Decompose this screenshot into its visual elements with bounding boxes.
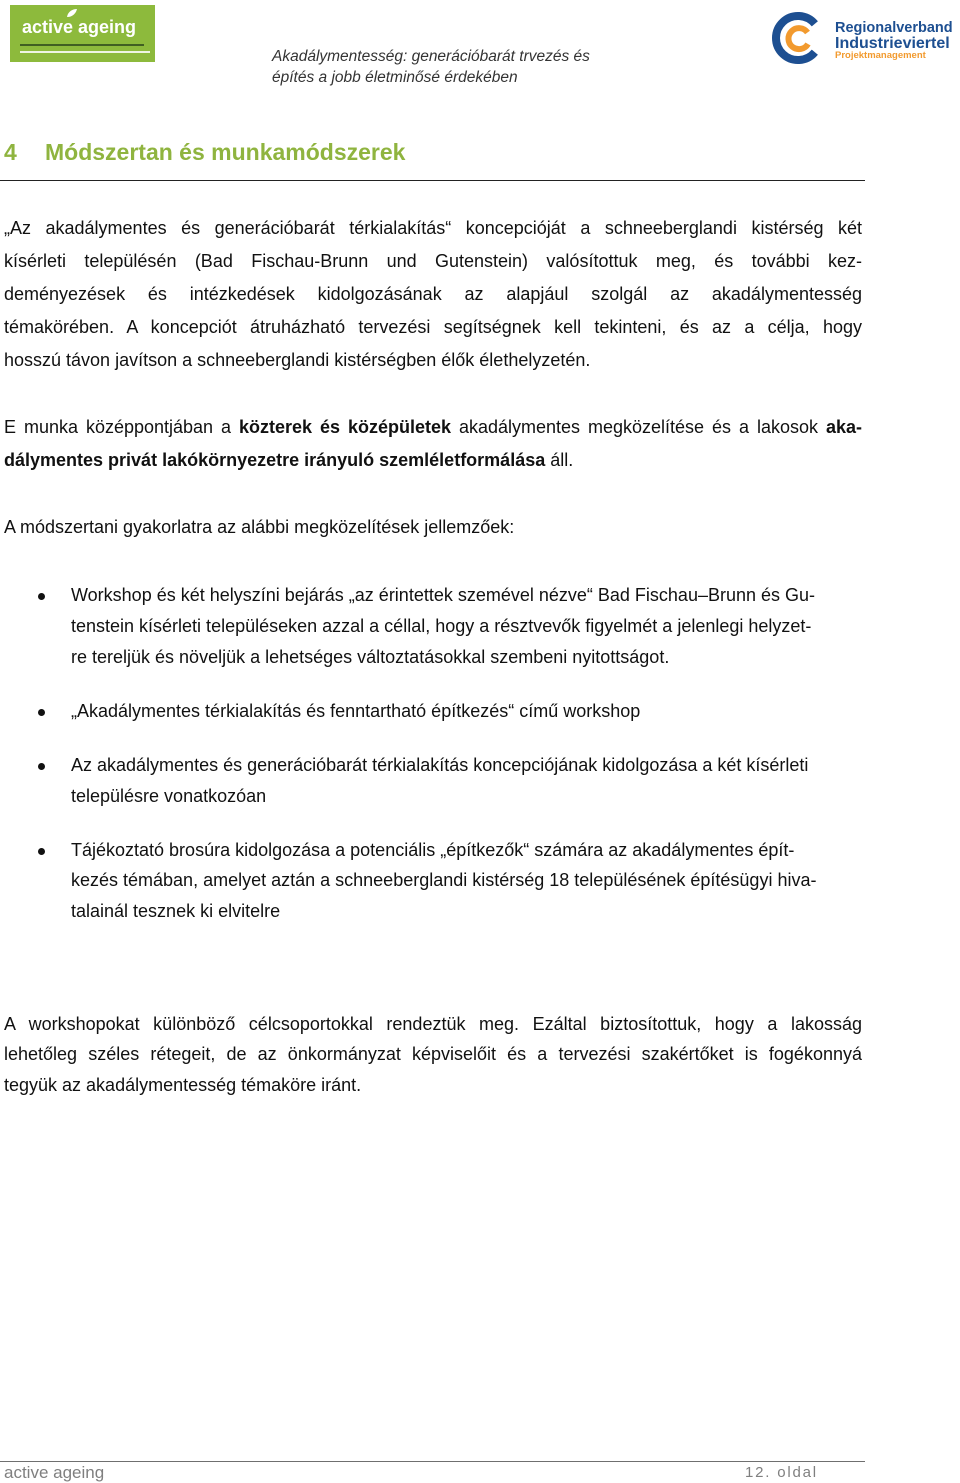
paragraph-line: „Az akadálymentes és generációbarát térkialakítás“ koncepcióját a schneeberglandi kistérség két bbox=[4, 217, 862, 238]
logo-right-line-3: Projektmanagement bbox=[835, 49, 926, 61]
paragraph-line: témakörében. A koncepciót átruházható tervezési segítségnek kell tekinteni, és az a célja, hogy bbox=[4, 316, 862, 337]
bold-text-run: aka- bbox=[825, 416, 862, 437]
list-item-line: tenstein kísérleti településeken azzal a céllal, hogy a résztvevők figyelmét a jelenlegi helyzet- bbox=[71, 615, 812, 636]
paragraph-line: tegyük az akadálymentesség témaköre iránt. bbox=[4, 1074, 362, 1095]
list-item-line: településre vonatkozóan bbox=[71, 785, 267, 806]
closing-paragraph bbox=[4, 1009, 862, 1101]
paragraph-line: A workshopokat különböző célcsoportokkal rendeztük meg. Ezáltal biztosítottuk, hogy a lakosság bbox=[4, 1013, 862, 1034]
running-header-title bbox=[272, 46, 590, 88]
text-run: akadálymentes megközelítése és a lakosok bbox=[451, 416, 826, 437]
list-item-line: talainál tesznek ki elvitelre bbox=[71, 900, 281, 921]
text-run: E munka középpontjában a bbox=[4, 416, 239, 437]
running-header-line: építés a jobb életminősé érdekében bbox=[272, 68, 518, 86]
logo-right-line-2: Industrieviertel bbox=[835, 35, 950, 52]
bullet-icon bbox=[38, 593, 45, 600]
logo-left-wordmark: active ageing bbox=[22, 17, 137, 37]
list-item-line: re tereljük és növeljük a lehetséges változtatásokkal szembeni nyitottságot. bbox=[71, 646, 670, 667]
logo-tagline-graphic bbox=[20, 44, 144, 46]
regionalverband-logo-icon bbox=[770, 8, 826, 66]
list-item-line: kezés témában, amelyet aztán a schneeberglandi kistérség 18 településének építésügyi hiva- bbox=[71, 870, 817, 890]
bullet-icon bbox=[38, 848, 45, 855]
intro-paragraph bbox=[4, 212, 862, 377]
logo-right-line-1: Regionalverband bbox=[835, 20, 953, 36]
paragraph-line: deményezések és intézkedések kidolgozásának az alapjául szolgál az akadálymentesség bbox=[4, 283, 862, 304]
list-item bbox=[71, 835, 856, 927]
text-run: áll. bbox=[545, 449, 574, 470]
active-ageing-logo bbox=[10, 5, 155, 62]
footer-project-name: active ageing bbox=[4, 1463, 105, 1482]
paragraph-line: hosszú távon javítson a schneeberglandi kistérségben élők élethelyzetén. bbox=[4, 349, 591, 370]
list-item-line: Az akadálymentes és generációbarát térkialakítás koncepciójának kidolgozása a két kísérleti bbox=[71, 754, 809, 775]
bullet-icon bbox=[38, 709, 45, 716]
list-item bbox=[71, 580, 856, 673]
section-title: Módszertan és munkamódszerek bbox=[45, 139, 406, 165]
bold-text-run: dálymentes privát lakókörnyezetre irányuló szemléletformálása bbox=[4, 449, 546, 470]
paragraph-line bbox=[4, 444, 862, 477]
list-item-line: „Akadálymentes térkialakítás és fenntartható építkezés“ című workshop bbox=[71, 700, 641, 721]
focus-paragraph bbox=[4, 411, 862, 477]
paragraph-line: kísérleti településén (Bad Fischau-Brunn und Gutenstein) valósítottuk meg, és további kez- bbox=[4, 250, 862, 271]
list-item bbox=[71, 750, 856, 812]
footer-divider bbox=[0, 1461, 865, 1462]
bold-text-run: közterek és középületek bbox=[239, 416, 452, 437]
paragraph-line bbox=[4, 411, 862, 444]
bullet-icon bbox=[38, 763, 45, 770]
approaches-intro: A módszertani gyakorlatra az alábbi megközelítések jellemzőek: bbox=[4, 516, 515, 537]
list-item bbox=[71, 696, 856, 727]
running-header-line: Akadálymentesség: generációbarát trvezés és bbox=[272, 47, 590, 65]
list-item-line: Workshop és két helyszíni bejárás „az érintettek szemével nézve“ Bad Fischau–Brunn és Gu- bbox=[71, 584, 816, 605]
heading-divider bbox=[0, 180, 865, 181]
logo-tagline-graphic bbox=[20, 51, 150, 53]
section-number: 4 bbox=[4, 139, 17, 165]
paragraph-line: lehetőleg széles rétegeit, de az önkormányzat képviselőit és a tervezési szakértőket is fogékonnyá bbox=[4, 1044, 862, 1065]
list-item-line: Tájékoztató brosúra kidolgozása a potenciális „építkezők“ számára az akadálymentes épít- bbox=[71, 839, 795, 860]
page-number: 12. oldal bbox=[745, 1464, 818, 1481]
